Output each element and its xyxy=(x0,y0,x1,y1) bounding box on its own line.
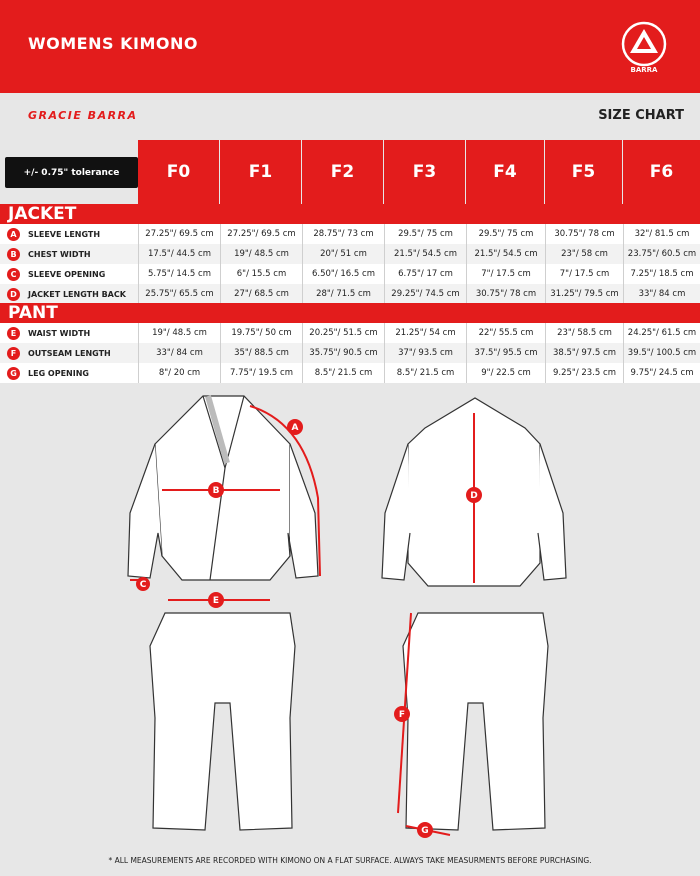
table-cell: 8.5"/ 21.5 cm xyxy=(384,363,466,383)
logo-text: BARRA xyxy=(630,66,658,74)
size-header-f6: F6 xyxy=(623,140,700,204)
size-header-f0: F0 xyxy=(138,140,219,204)
diagram-label-f: F xyxy=(398,710,406,720)
measurement-letter-badge: F xyxy=(7,347,20,360)
table-cell: 30.75"/ 78 cm xyxy=(466,284,545,304)
table-cell: 24.25"/ 61.5 cm xyxy=(623,323,700,343)
table-row xyxy=(0,284,700,304)
row-label xyxy=(0,323,138,343)
table-cell: 33"/ 84 cm xyxy=(623,284,700,304)
table-cell: 35.75"/ 90.5 cm xyxy=(302,343,384,363)
table-cell: 21.5"/ 54.5 cm xyxy=(466,244,545,264)
table-cell: 19"/ 48.5 cm xyxy=(138,323,220,343)
table-row xyxy=(0,363,700,383)
diagram-label-c: C xyxy=(139,580,147,590)
kimono-diagram xyxy=(0,388,700,848)
brand-wordmark: GRACIE BARRA xyxy=(28,109,138,122)
table-cell: 8"/ 20 cm xyxy=(138,363,220,383)
table-cell: 6.75"/ 17 cm xyxy=(384,264,466,284)
table-cell: 9.25"/ 23.5 cm xyxy=(545,363,623,383)
table-cell: 29.5"/ 75 cm xyxy=(466,224,545,244)
table-cell: 32"/ 81.5 cm xyxy=(623,224,700,244)
table-cell: 19"/ 48.5 cm xyxy=(220,244,302,264)
table-cell: 9.75"/ 24.5 cm xyxy=(623,363,700,383)
table-cell: 29.25"/ 74.5 cm xyxy=(384,284,466,304)
table-row xyxy=(0,343,700,363)
pants-back-illustration xyxy=(403,613,548,830)
jacket-section-band xyxy=(0,204,700,224)
size-header-f3: F3 xyxy=(384,140,465,204)
size-chart-label: SIZE CHART xyxy=(598,108,684,123)
table-cell: 5.75"/ 14.5 cm xyxy=(138,264,220,284)
table-cell: 23"/ 58 cm xyxy=(545,244,623,264)
measurement-letter-badge: C xyxy=(7,268,20,281)
measurement-letter-badge: B xyxy=(7,248,20,261)
page-title: WOMENS KIMONO xyxy=(28,34,198,53)
table-cell: 27.25"/ 69.5 cm xyxy=(220,224,302,244)
diagram-label-d: D xyxy=(470,491,478,501)
measurement-letter-badge: D xyxy=(7,288,20,301)
measurement-label: LEG OPENING xyxy=(28,368,89,378)
table-cell: 20"/ 51 cm xyxy=(302,244,384,264)
table-row xyxy=(0,244,700,264)
gracie-barra-logo xyxy=(620,20,668,74)
pant-section-title: PANT xyxy=(8,303,58,323)
jacket-section-title: JACKET xyxy=(8,204,77,224)
table-cell: 7"/ 17.5 cm xyxy=(545,264,623,284)
table-cell: 23"/ 58.5 cm xyxy=(545,323,623,343)
table-cell: 8.5"/ 21.5 cm xyxy=(302,363,384,383)
table-cell: 27"/ 68.5 cm xyxy=(220,284,302,304)
row-label xyxy=(0,284,138,304)
measurement-label: CHEST WIDTH xyxy=(28,249,91,259)
row-label xyxy=(0,264,138,284)
measurement-letter-badge: E xyxy=(7,327,20,340)
footnote: * ALL MEASUREMENTS ARE RECORDED WITH KIMONO ON A FLAT SURFACE. ALWAYS TAKE MEASURMENTS BEFORE PURCHASING. xyxy=(108,856,592,865)
diagram-label-a: A xyxy=(291,423,299,433)
table-cell: 30.75"/ 78 cm xyxy=(545,224,623,244)
table-cell: 29.5"/ 75 cm xyxy=(384,224,466,244)
measurement-label: WAIST WIDTH xyxy=(28,328,91,338)
table-cell: 25.75"/ 65.5 cm xyxy=(138,284,220,304)
table-cell: 21.5"/ 54.5 cm xyxy=(384,244,466,264)
table-cell: 7.75"/ 19.5 cm xyxy=(220,363,302,383)
table-cell: 38.5"/ 97.5 cm xyxy=(545,343,623,363)
pants-front-illustration xyxy=(150,613,295,830)
table-cell: 31.25"/ 79.5 cm xyxy=(545,284,623,304)
diagram-label-g: G xyxy=(421,826,429,836)
table-cell: 6"/ 15.5 cm xyxy=(220,264,302,284)
table-cell: 21.25"/ 54 cm xyxy=(384,323,466,343)
table-cell: 22"/ 55.5 cm xyxy=(466,323,545,343)
size-header-f2: F2 xyxy=(302,140,383,204)
table-cell: 37.5"/ 95.5 cm xyxy=(466,343,545,363)
table-cell: 9"/ 22.5 cm xyxy=(466,363,545,383)
measurement-label: SLEEVE LENGTH xyxy=(28,229,101,239)
table-cell: 35"/ 88.5 cm xyxy=(220,343,302,363)
measurement-label: JACKET LENGTH BACK xyxy=(28,289,126,299)
tolerance-badge: +/- 0.75" tolerance xyxy=(5,157,138,188)
size-header-f1: F1 xyxy=(220,140,301,204)
diagram-label-b: B xyxy=(212,486,220,496)
table-cell: 20.25"/ 51.5 cm xyxy=(302,323,384,343)
row-label xyxy=(0,363,138,383)
table-cell: 33"/ 84 cm xyxy=(138,343,220,363)
table-row xyxy=(0,224,700,244)
row-label xyxy=(0,224,138,244)
header-banner xyxy=(0,0,700,93)
table-row xyxy=(0,264,700,284)
measurement-letter-badge: A xyxy=(7,228,20,241)
size-header-f5: F5 xyxy=(545,140,622,204)
table-row xyxy=(0,323,700,343)
row-label xyxy=(0,343,138,363)
table-cell: 19.75"/ 50 cm xyxy=(220,323,302,343)
table-cell: 23.75"/ 60.5 cm xyxy=(623,244,700,264)
table-cell: 37"/ 93.5 cm xyxy=(384,343,466,363)
table-cell: 27.25"/ 69.5 cm xyxy=(138,224,220,244)
table-cell: 39.5"/ 100.5 cm xyxy=(623,343,700,363)
table-cell: 28"/ 71.5 cm xyxy=(302,284,384,304)
measurement-label: SLEEVE OPENING xyxy=(28,269,106,279)
table-cell: 28.75"/ 73 cm xyxy=(302,224,384,244)
measurement-label: OUTSEAM LENGTH xyxy=(28,348,111,358)
pant-section-band xyxy=(0,303,700,323)
measurement-letter-badge: G xyxy=(7,367,20,380)
table-cell: 17.5"/ 44.5 cm xyxy=(138,244,220,264)
diagram-label-e: E xyxy=(212,596,220,606)
row-label xyxy=(0,244,138,264)
size-header-f4: F4 xyxy=(466,140,544,204)
table-cell: 7"/ 17.5 cm xyxy=(466,264,545,284)
table-cell: 7.25"/ 18.5 cm xyxy=(623,264,700,284)
table-cell: 6.50"/ 16.5 cm xyxy=(302,264,384,284)
